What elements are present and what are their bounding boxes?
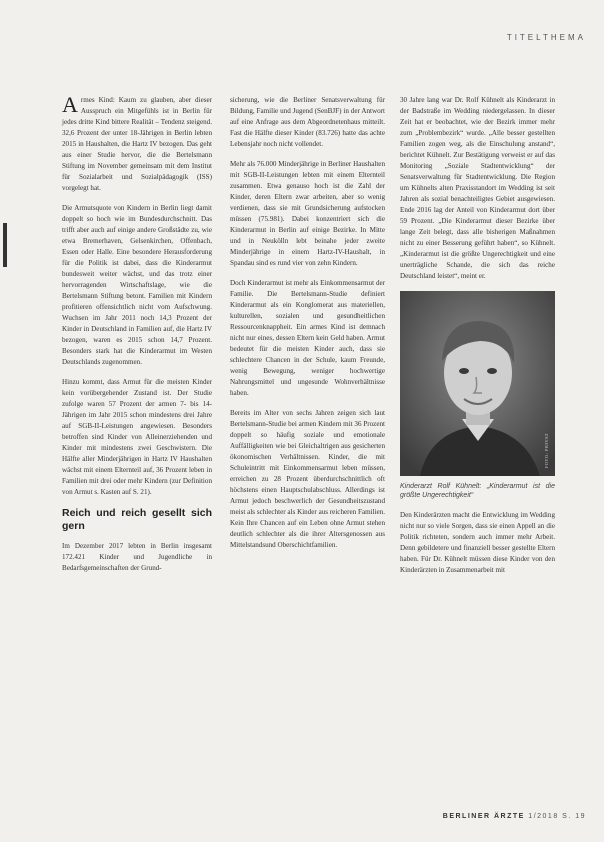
magazine-name: BERLINER ÄRZTE bbox=[442, 813, 525, 820]
page-footer bbox=[443, 813, 586, 820]
paragraph: sicherung, wie die Berliner Senatsverwaltung für Bildung, Familie und Jugend (SenBJF) in der Antwort auf eine Anfrage aus dem Abgeordnetenhaus mitteilt. Fast die Hälfte dieser Kinder (83.726) hatte das achte Lebensjahr noch nicht vollendet. bbox=[230, 96, 385, 148]
portrait-image bbox=[400, 291, 555, 476]
photo-credit: FOTO: PRIVAT bbox=[544, 432, 549, 468]
paragraph: Hinzu kommt, dass Armut für die meisten Kinder kein vorübergehender Zustand ist. Der Studie zufolge waren 57 Prozent der armen 7- bis 14-Jährigen im Jahr 2015 schon mindestens drei Jahre auf SGB-II-Leistungen angewiesen. Besonders betroffen sind Kinder von Alleinerziehenden und Kinder mit mindestens zwei Geschwistern. Die Hälfte aller Minderjährigen in Hartz IV Haushalten wächst mit einem Elternteil auf, 36 Prozent leben in Familien mit drei oder mehr Kindern (zur Definition von Armut s. Kasten auf S. 21). bbox=[62, 378, 212, 496]
paragraph: Doch Kinderarmut ist mehr als Einkommensarmut der Familie. Die Bertelsmann-Studie definiert Kinderarmut als ein Konglomerat aus materiellen, kulturellen, sozialen und gesundheitlichen Ressourcenknappheit. Ein armes Kind ist demnach nicht nur eines, dessen Eltern kein Geld haben. Armut bedeutet für die meisten Kinder auch, dass sie schlechtere Chancen in der Schule, kaum Freunde, wenig Bewegung, weniger hochwertige Nahrungsmittel und ungesunde Wohnverhältnisse haben. bbox=[230, 279, 385, 397]
paragraph: Die Armutsquote von Kindern in Berlin liegt damit doppelt so hoch wie im Bundesdurchschnitt. Das trifft aber auch auf einige andere Großstädte zu, wie etwa Bremerhaven, Gelsenkirchen, Offenbach, Essen oder Halle. Eine besondere Herausforderung für die Politik ist dabei, dass die Kinderarmut bundesweit weiter wächst, und das trotz einer hervorragenden Wirtschaftslage, wie die Bertelsmann Stiftung betont. Familien mit Kindern profitieren offensichtlich nicht vom Aufschwung. Wuchsen im Jahr 2011 noch 14,3 Prozent der Kinder in Deutschland in Familien auf, die Hartz IV bezogen, waren es 2015 schon 14,7 Prozent. Besonders stark hat die Kinderarmut im Westen Deutschlands zugenommen. bbox=[62, 204, 212, 366]
photo-caption: Kinderarzt Rolf Kühnelt: „Kinderarmut ist die größte Ungerechtigkeit“ bbox=[400, 483, 555, 499]
column-1 bbox=[62, 92, 212, 583]
dropcap: A bbox=[62, 92, 78, 117]
intro-paragraph: Armes Kind: Kaum zu glauben, aber dieser Ausspruch ein Mitgefühls ist in Berlin für jedes dritte Kind bittere Realität – Tendenz steigend. 32,6 Prozent der unter 18-Jährigen in Berlin lebten 2015 in Haushalten, die Hartz IV bezogen. Das geht aus einer Studie hervor, die die Bertelsmann Stiftung im November gemeinsam mit dem Institut für Sozialarbeit und Sozialpädagogik (ISS) vorgelegt hat. bbox=[62, 92, 212, 192]
portrait-photo bbox=[400, 291, 555, 476]
margin-marker bbox=[3, 223, 7, 267]
issue-info: 1/2018 S. 19 bbox=[528, 813, 586, 820]
section-title: TITELTHEMA bbox=[506, 33, 586, 42]
paragraph: Bereits im Alter von sechs Jahren zeigen sich laut Bertelsmann-Studie bei armen Kindern mit 36 Prozent doppelt so häufig soziale und emotionale Auffälligkeiten wie bei Gleichaltrigen aus gesicherten ökonomischen Verhältnissen. Kinder, die mit Schuleintritt mit Einkommensarmut leben müssen, erreichen zu 28 Prozent überdurchschnittlich oft höchstens einen Hauptschulabschluss. Allerdings ist Armut jedoch beschwerlich der Gesundheitszustand meist als schlechter als Kinder aus reicheren Familien. Kein Ihre Chancen auf ein Leben ohne Armut stehen deutlich schlechter als die ihrer Altersgenossen aus Mittelstandsund Oberschichtfamilien. bbox=[230, 409, 385, 549]
paragraph: Den Kinderärzten macht die Entwicklung im Wedding nicht nur so viele Sorgen, dass sie einen Appell an die Politik richteten, sondern auch immer mehr Arbeit. Denn gebildetere und finanziell besser gestellte Eltern haben. Für Dr. Kühnelt müssen diese Kinder von den Kinderärzten in Zusammenarbeit mit bbox=[400, 511, 555, 574]
column-3 bbox=[400, 95, 555, 585]
paragraph: Im Dezember 2017 lebten in Berlin insgesamt 172.421 Kinder und Jugendliche in Bedarfsgemeinschaften der Grund- bbox=[62, 542, 212, 572]
paragraph: 30 Jahre lang war Dr. Rolf Kühnelt als Kinderarzt in der Badstraße im Wedding niedergelassen. In dieser Zeit hat er beobachtet, wie der Bezirk immer mehr zum „Problembezirk“ wurde. „Alle besser gestellten Familien zogen weg, als die Einschulung anstand“, berichtet Kühnelt. Zur Bestätigung verweist er auf das Monitoring „Soziale Stadtentwicklung“ der Senatsverwaltung für Stadtentwicklung. Die Region um Kühnelts alten Praxisstandort im Wedding ist seit Jahren als sozial benachteiligtes Gebiet ausgewiesen. Ende 2016 lag der Anteil von Kinderarmut dort über 59 Prozent. „Die Kinderarmut dieser Bezirke über lange Zeit belegt, dass alle bisherigen Maßnahmen nicht zu einer Besserung geführt haben“, so Kühnelt. „Kinderarmut ist die größte Ungerechtigkeit und eine unerträgliche Schande, die sich das reiche Deutschland leistet“, meint er. bbox=[400, 96, 555, 280]
paragraph: Mehr als 76.000 Minderjährige in Berliner Haushalten mit SGB-II-Leistungen lebten mit einem Elternteil zusammen. Etwa genauso hoch ist die Zahl der Kinder, deren Eltern zwar arbeiten, aber so wenig verdienen, dass sie mit Grundsicherung aufstocken müssen (75.981). Dabei konzentriert sich die Kinderarmut in Berlin auf einige Bezirke. In Mitte und in Neukölln lebt beinahe jeder zweite Minderjährige in einem Hartz-IV-Haushalt, in Spandau sind es rund vier von zehn Kindern. bbox=[230, 160, 385, 267]
subheading: Reich und reich gesellt sich gern bbox=[62, 507, 212, 532]
column-2 bbox=[230, 95, 385, 560]
